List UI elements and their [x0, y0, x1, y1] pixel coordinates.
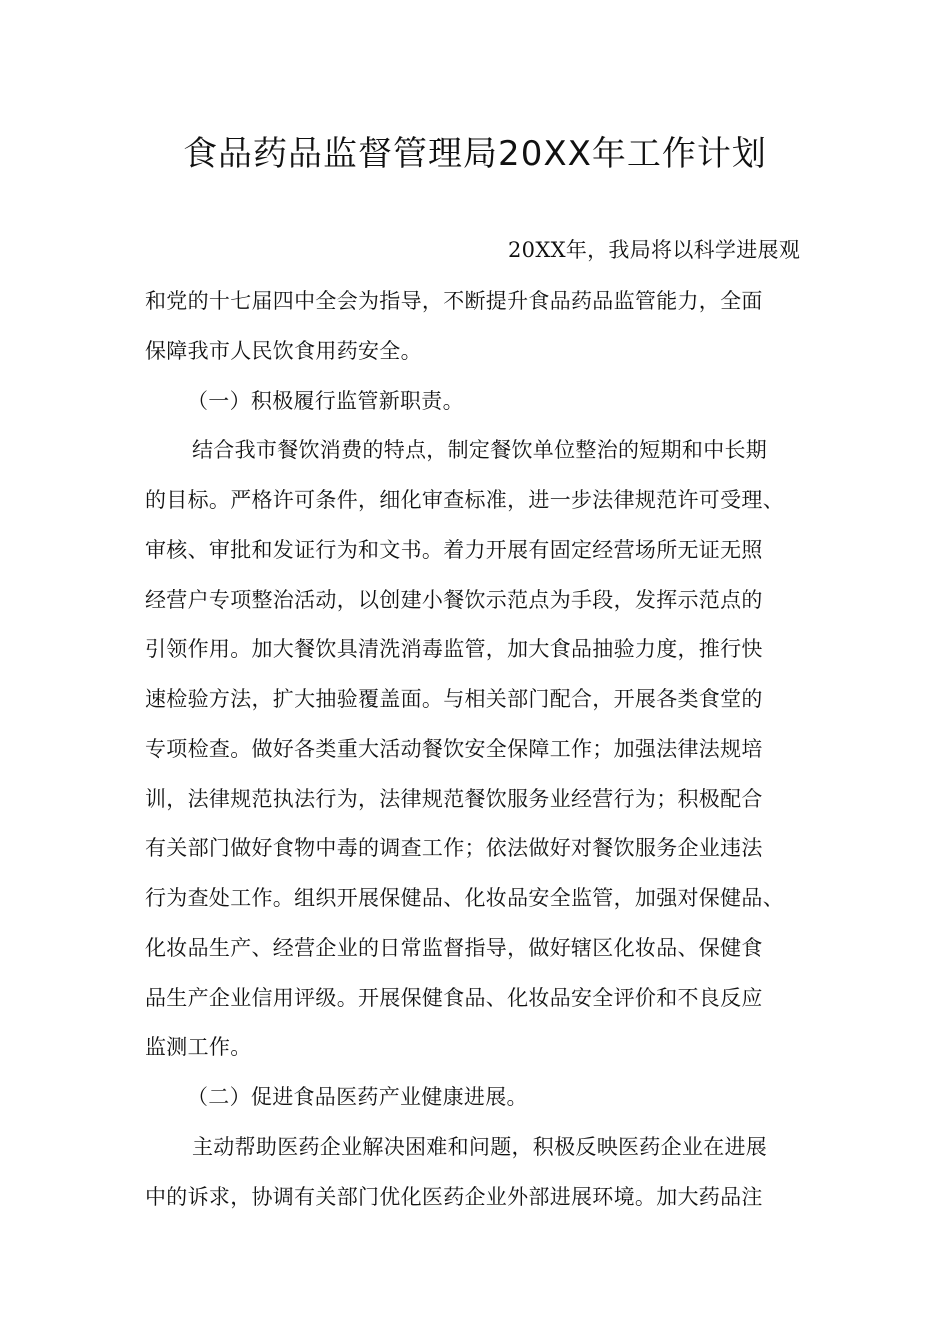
paragraph-line: 速检验方法，扩大抽验覆盖面。与相关部门配合，开展各类食堂的 [145, 687, 763, 711]
paragraph-line: 结合我市餐饮消费的特点，制定餐饮单位整治的短期和中长期 [192, 438, 768, 462]
section-heading: （一）积极履行监管新职责。 [187, 389, 464, 413]
section-heading: （二）促进食品医药产业健康进展。 [187, 1085, 528, 1109]
document-title: 食品药品监督管理局20XX年工作计划 [183, 134, 767, 174]
paragraph-line: 保障我市人民饮食用药安全。 [145, 339, 422, 363]
paragraph-line: 品生产企业信用评级。开展保健食品、化妆品安全评价和不良反应 [145, 986, 763, 1010]
paragraph-line: 引领作用。加大餐饮具清洗消毒监管，加大食品抽验力度，推行快 [145, 637, 763, 661]
paragraph-line: 的目标。严格许可条件，细化审查标准，进一步法律规范许可受理、 [145, 488, 784, 512]
paragraph-line: 主动帮助医药企业解决困难和问题，积极反映医药企业在进展 [192, 1135, 768, 1159]
paragraph-line: 行为查处工作。组织开展保健品、化妆品安全监管，加强对保健品、 [145, 886, 784, 910]
paragraph-line: 专项检查。做好各类重大活动餐饮安全保障工作；加强法律法规培 [145, 737, 763, 761]
paragraph-line: 经营户专项整治活动，以创建小餐饮示范点为手段，发挥示范点的 [145, 588, 763, 612]
paragraph-line: 训，法律规范执法行为，法律规范餐饮服务业经营行为；积极配合 [145, 787, 763, 811]
paragraph-line: 中的诉求，协调有关部门优化医药企业外部进展环境。加大药品注 [145, 1185, 763, 1209]
paragraph-line: 和党的十七届四中全会为指导，不断提升食品药品监管能力，全面 [145, 289, 763, 313]
paragraph-line: 20XX年，我局将以科学进展观 [508, 238, 801, 262]
paragraph-line: 有关部门做好食物中毒的调查工作；依法做好对餐饮服务企业违法 [145, 836, 763, 860]
paragraph-line: 化妆品生产、经营企业的日常监督指导，做好辖区化妆品、保健食 [145, 936, 763, 960]
paragraph-line: 监测工作。 [145, 1035, 252, 1059]
paragraph-line: 审核、审批和发证行为和文书。着力开展有固定经营场所无证无照 [145, 538, 763, 562]
